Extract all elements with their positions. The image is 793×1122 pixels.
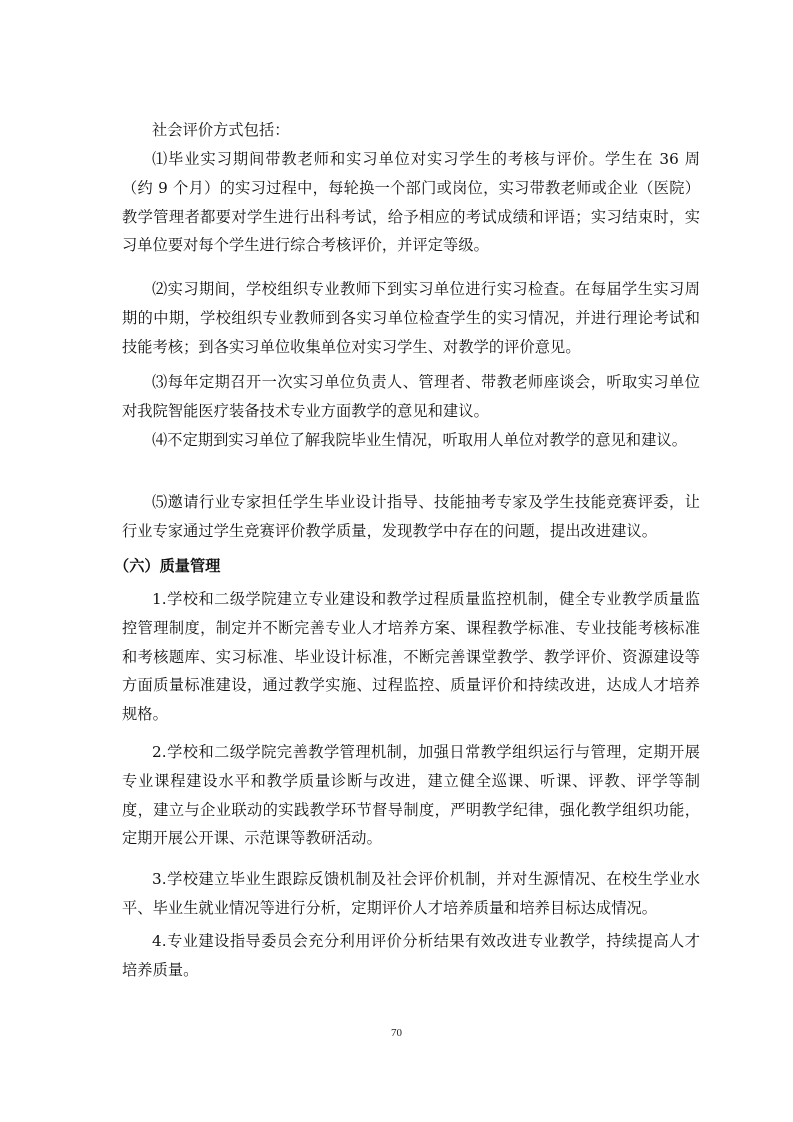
evaluation-item-3: ⑶每年定期召开一次实习单位负责人、管理者、带教老师座谈会，听取实习单位对我院智能医疗装备技术专业方面教学的意见和建议。 bbox=[122, 373, 700, 420]
quality-item-4: 4.专业建设指导委员会充分利用评价分析结果有效改进专业教学，持续提高人才培养质量。 bbox=[122, 932, 700, 979]
quality-item-3: 3.学校建立毕业生跟踪反馈机制及社会评价机制，并对生源情况、在校生学业水平、毕业生就业情况等进行分析，定期评价人才培养质量和培养目标达成情况。 bbox=[122, 870, 700, 917]
evaluation-item-2: ⑵实习期间，学校组织专业教师下到实习单位进行实习检查。在每届学生实习周期的中期，学校组织专业教师到各实习单位检查学生的实习情况，并进行理论考试和技能考核；到各实习单位收集单位对实习学生、对教学的评价意见。 bbox=[122, 280, 700, 356]
evaluation-item-4: ⑷不定期到实习单位了解我院毕业生情况，听取用人单位对教学的意见和建议。 bbox=[152, 431, 688, 449]
intro-paragraph: 社会评价方式包括： bbox=[152, 121, 290, 139]
page-number: 70 bbox=[391, 1027, 402, 1039]
evaluation-item-5: ⑸邀请行业专家担任学生毕业设计指导、技能抽考专家及学生技能竞赛评委，让行业专家通过学生竞赛评价教学质量，发现教学中存在的问题，提出改进建议。 bbox=[122, 493, 700, 540]
quality-item-2: 2.学校和二级学院完善教学管理机制，加强日常教学组织运行与管理，定期开展专业课程建设水平和教学质量诊断与改进，建立健全巡课、听课、评教、评学等制度，建立与企业联动的实践教学环节督导制度，严明教学纪律，强化教学组织功能，定期开展公开课、示范课等教研活动。 bbox=[122, 743, 700, 848]
section-heading-quality-management: （六）质量管理 bbox=[114, 557, 221, 575]
quality-item-1: 1.学校和二级学院建立专业建设和教学过程质量监控机制，健全专业教学质量监控管理制度，制定并不断完善专业人才培养方案、课程教学标准、专业技能考核标准和考核题库、实习标准、毕业设计标准，不断完善课堂教学、教学评价、资源建设等方面质量标准建设，通过教学实施、过程监控、质量评价和持续改进，达成人才培养规格。 bbox=[122, 590, 700, 724]
evaluation-item-1: ⑴毕业实习期间带教老师和实习单位对实习学生的考核与评价。学生在 36 周（约 9 个月）的实习过程中，每轮换一个部门或岗位，实习带教老师或企业（医院）教学管理者都要对学生进行出科考试，给予相应的考试成绩和评语；实习结束时，实习单位要对每个学生进行综合考核评价，并评定等级。 bbox=[122, 150, 700, 255]
